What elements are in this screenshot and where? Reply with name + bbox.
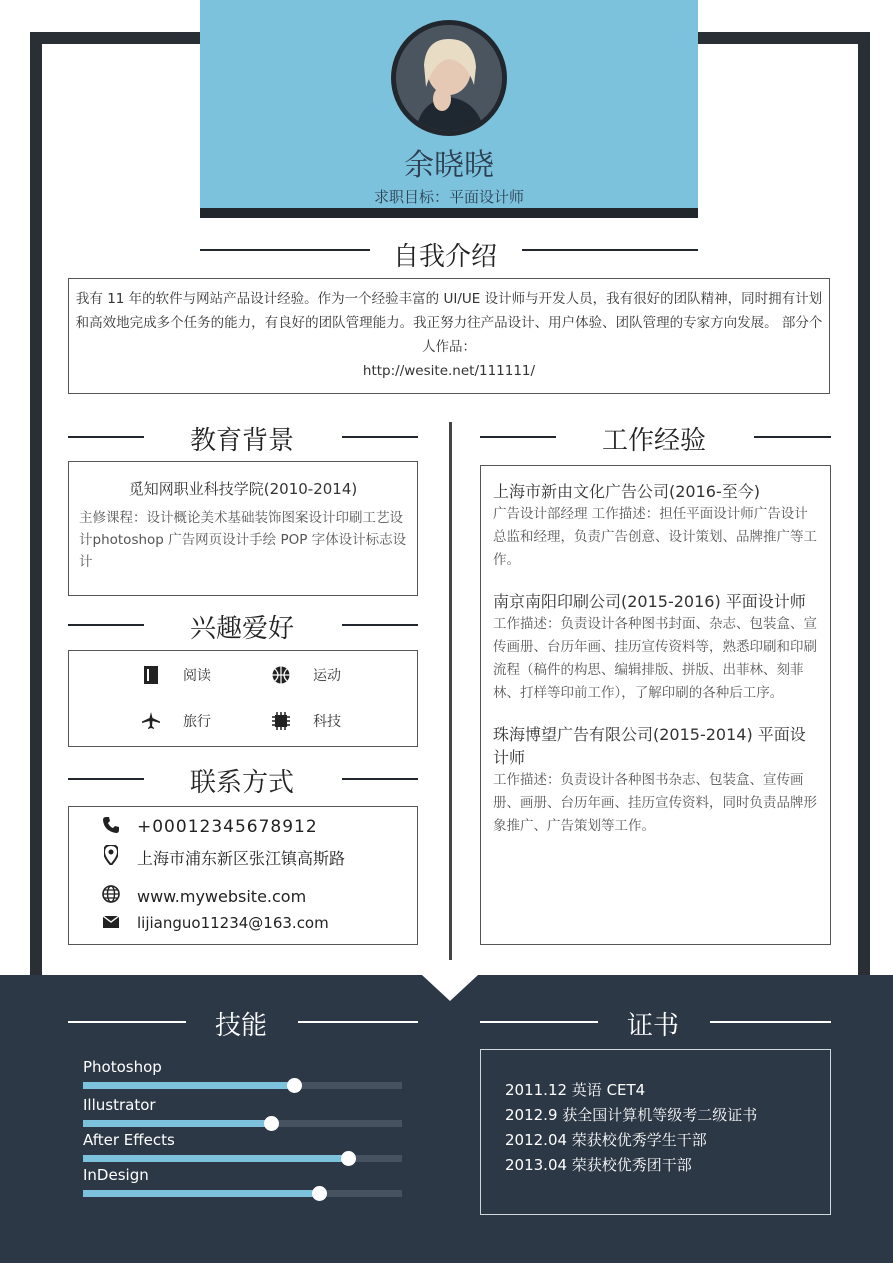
- candidate-name: 余晓晓: [404, 148, 494, 183]
- cert-item: 2011.12 英语 CET4: [505, 1081, 646, 1099]
- skill-indesign: [83, 1166, 402, 1197]
- certs-line-left: [480, 1021, 598, 1023]
- basketball-icon: [271, 665, 291, 685]
- work-company: 珠海博望广告有限公司(2015-2014) 平面设计师: [493, 725, 806, 767]
- contact-website-row: [101, 885, 306, 907]
- intro-url[interactable]: http://wesite.net/111111/: [362, 363, 536, 379]
- skill-knob[interactable]: [312, 1186, 327, 1201]
- hobbies-box: [68, 650, 418, 747]
- contact-line-right: [342, 778, 418, 780]
- hobby-label: 阅读: [183, 668, 211, 684]
- work-detail: 工作描述：负责设计各种图书封面、杂志、包装盒、宣传画册、台历年画、挂历宣传资料等，熟悉印刷和印刷流程（稿件的构思、编辑排版、拼版、出菲林、刻菲林、打样等印前工作），了解印刷的各种后工序。: [493, 616, 817, 701]
- contact-phone-row: [101, 817, 318, 837]
- skill-fill: [83, 1155, 348, 1162]
- cert-item: 2012.04 荣获校优秀学生干部: [505, 1131, 707, 1149]
- work-title: 工作经验: [601, 426, 706, 456]
- work-item: [493, 723, 818, 838]
- globe-icon: [101, 885, 121, 907]
- hobbies-title: 兴趣爱好: [189, 614, 294, 644]
- skill-illustrator: [83, 1096, 402, 1127]
- hobby-label: 旅行: [183, 714, 211, 730]
- intro-line-left: [200, 249, 370, 251]
- skills-title: 技能: [214, 1011, 267, 1041]
- book-icon: [141, 665, 161, 685]
- skills-line-right: [298, 1021, 418, 1023]
- certs-line-right: [710, 1021, 831, 1023]
- hobby-line-right: [342, 624, 418, 626]
- work-item: [493, 590, 818, 705]
- contact-phone[interactable]: +00012345678912: [137, 817, 318, 837]
- skill-name: Photoshop: [83, 1058, 162, 1076]
- work-line-right: [754, 436, 831, 438]
- contact-website[interactable]: www.mywebsite.com: [137, 886, 307, 906]
- work-detail: 广告设计部经理 工作描述：担任平面设计师广告设计总监和经理，负责广告创意、设计策划、品牌推广等工作。: [493, 506, 817, 568]
- skill-after-effects: [83, 1131, 402, 1162]
- hobby-item-reading: [141, 665, 211, 685]
- work-detail: 工作描述：负责设计各种图书杂志、包装盒、宣传画册、画册、台历年画、挂历宣传资料，同时负责品牌形象推广、广告策划等工作。: [493, 772, 817, 834]
- education-title: 教育背景: [189, 426, 294, 456]
- contact-email[interactable]: lijianguo11234@163.com: [137, 913, 329, 932]
- skill-fill: [83, 1190, 319, 1197]
- edu-courses: 主修课程：设计概论美术基础装饰图案设计印刷工艺设计photoshop 广告网页设计手绘 POP 字体设计标志设计: [79, 510, 407, 570]
- skill-knob[interactable]: [341, 1151, 356, 1166]
- work-box: [480, 465, 831, 945]
- certs-box: [480, 1049, 831, 1215]
- footer-notch: [422, 975, 478, 1001]
- intro-text: 我有 11 年的软件与网站产品设计经验。作为一个经验丰富的 UI/UE 设计师与开发人员，我有很好的团队精神，同时拥有计划和高效地完成多个任务的能力，有良好的团队管理能力。我正努力往产品设计、用户体验、团队管理的专家方向发展。 部分个人作品：: [75, 291, 823, 355]
- skill-track: [83, 1155, 402, 1162]
- certs-title: 证书: [626, 1011, 679, 1041]
- edu-line-left: [68, 436, 144, 438]
- mail-icon: [101, 913, 121, 932]
- hobby-item-travel: [141, 711, 211, 731]
- intro-box: [68, 278, 830, 394]
- cert-item: 2012.9 获全国计算机等级考二级证书: [505, 1106, 758, 1124]
- location-pin-icon: [101, 845, 121, 869]
- education-box: [68, 461, 418, 596]
- hobby-label: 科技: [313, 714, 341, 730]
- hobby-item-sports: [271, 665, 341, 685]
- skill-track: [83, 1190, 402, 1197]
- contact-address-row: [101, 845, 345, 869]
- chip-icon: [271, 711, 291, 731]
- contact-address: 上海市浦东新区张江镇高斯路: [137, 848, 346, 868]
- skill-name: InDesign: [83, 1166, 149, 1184]
- skill-name: After Effects: [83, 1131, 175, 1149]
- hobby-label: 运动: [313, 668, 341, 684]
- skill-fill: [83, 1120, 271, 1127]
- phone-icon: [101, 817, 121, 837]
- contact-title: 联系方式: [189, 768, 294, 798]
- column-divider: [449, 422, 452, 960]
- skill-track: [83, 1120, 402, 1127]
- skill-fill: [83, 1082, 294, 1089]
- airplane-icon: [141, 711, 161, 731]
- skill-knob[interactable]: [287, 1078, 302, 1093]
- avatar-portrait: [396, 25, 502, 131]
- hobby-item-tech: [271, 711, 341, 731]
- edu-line-right: [342, 436, 418, 438]
- avatar: [391, 20, 507, 136]
- job-target: 求职目标：平面设计师: [373, 188, 524, 206]
- contact-box: [68, 806, 418, 945]
- edu-school: 觅知网职业科技学院(2010-2014): [128, 480, 358, 498]
- hobby-line-left: [68, 624, 144, 626]
- contact-line-left: [68, 778, 144, 780]
- work-item: [493, 480, 818, 572]
- skill-track: [83, 1082, 402, 1089]
- work-company: 上海市新由文化广告公司(2016-至今): [493, 482, 760, 501]
- intro-title: 自我介绍: [392, 242, 497, 272]
- skill-name: Illustrator: [83, 1096, 156, 1114]
- work-line-left: [480, 436, 556, 438]
- intro-line-right: [522, 249, 698, 251]
- cert-item: 2013.04 荣获校优秀团干部: [505, 1156, 692, 1174]
- skill-photoshop: [83, 1058, 402, 1089]
- work-company: 南京南阳印刷公司(2015-2016) 平面设计师: [493, 592, 806, 611]
- contact-email-row: [101, 913, 329, 932]
- skills-line-left: [68, 1021, 186, 1023]
